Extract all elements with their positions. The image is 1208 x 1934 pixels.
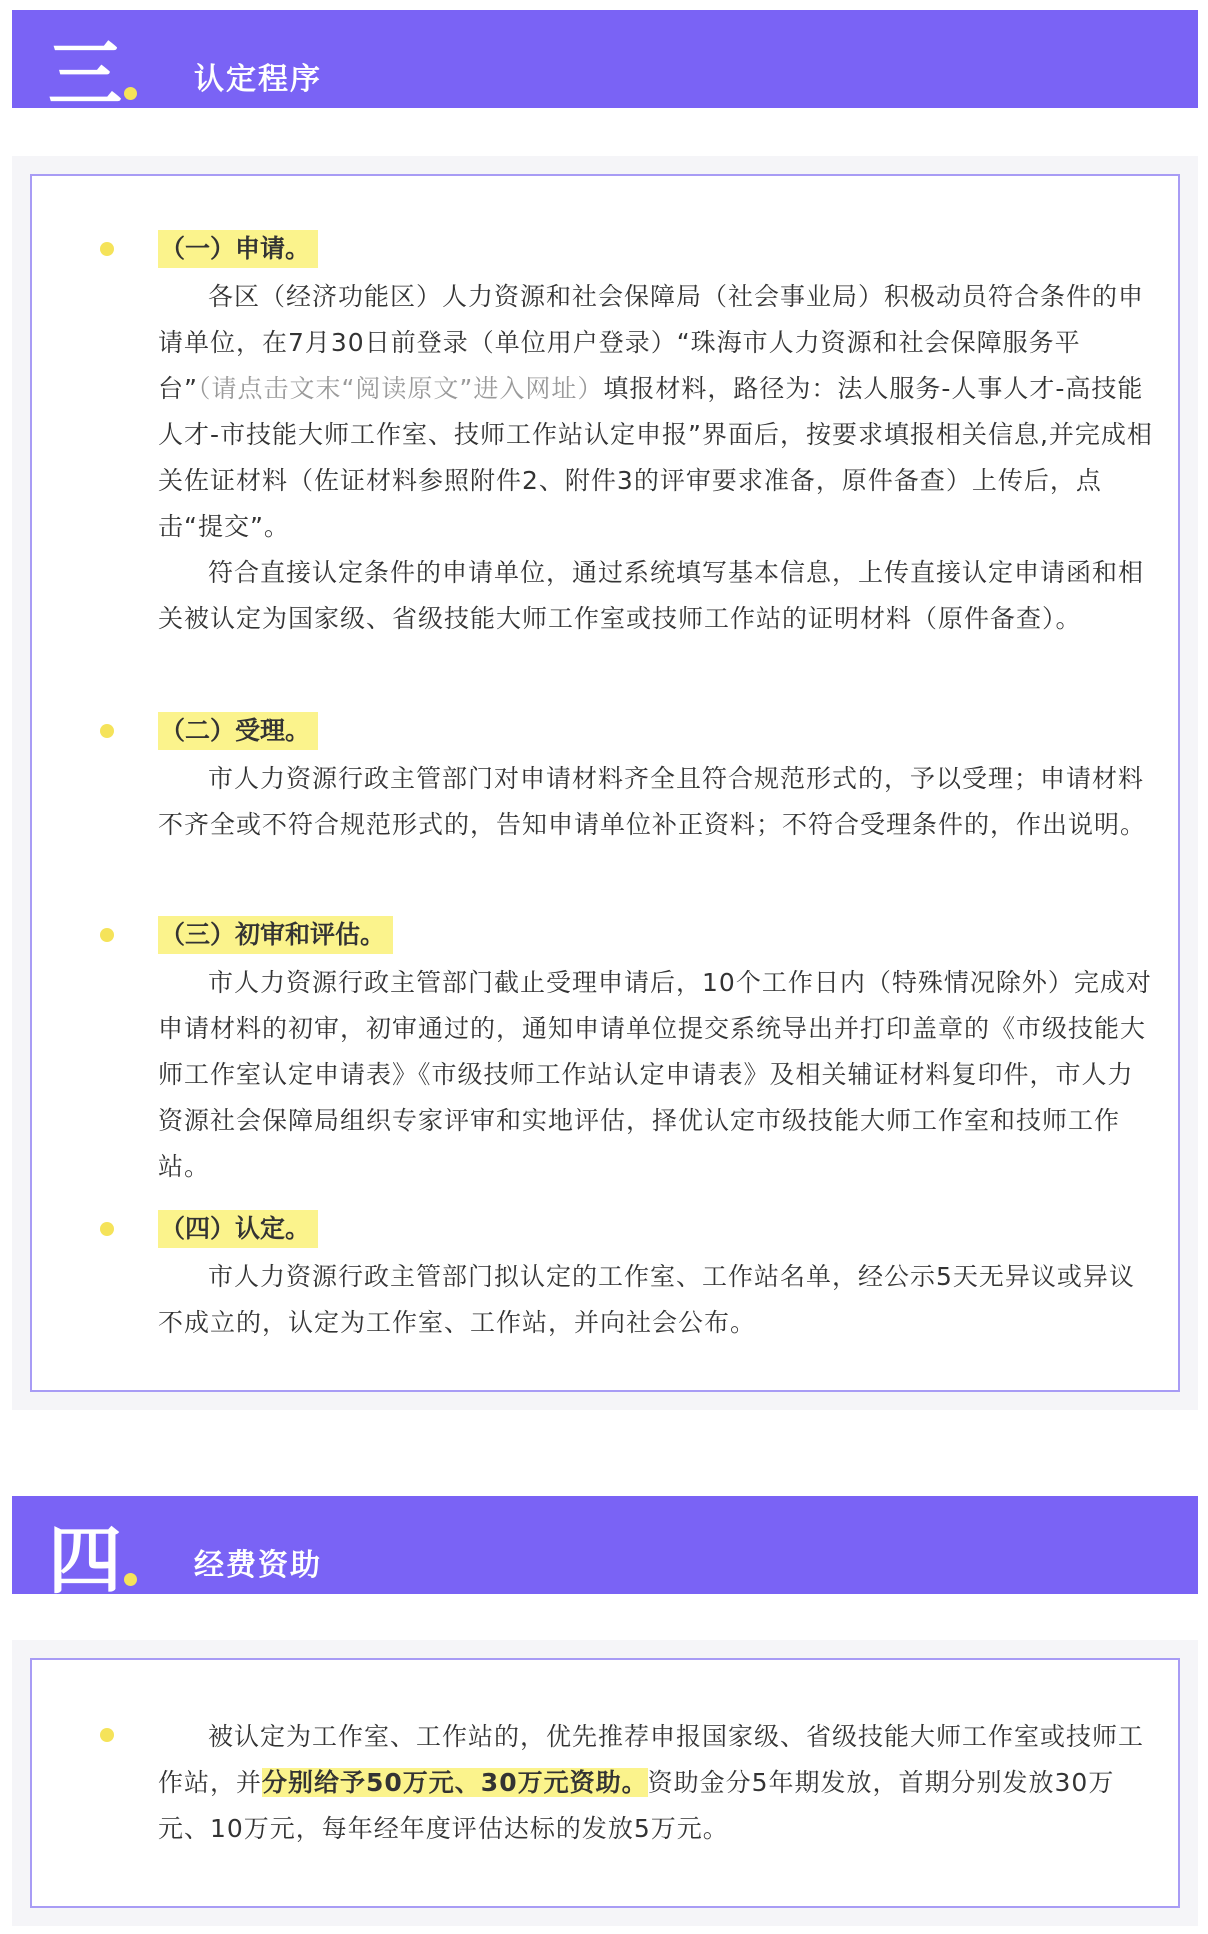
para-text: 填报材料，路径为：法人服务-人事人才-高技能人才-市技能大师工作室、技师工作站认定申报”界面后，按要求填报相关信息,并完成相关佐证材料（佐证材料参照附件2、附件3的评审要求准备，原件备查）上传后，点击“提交”。 (158, 374, 1153, 541)
item-heading: （二）受理。 (158, 712, 318, 750)
section-4-title: 经费资助 (194, 1548, 322, 1583)
section-3-number: 三 (48, 32, 122, 118)
item-heading: （四）认定。 (158, 1210, 318, 1248)
funding-paragraph (158, 1714, 1154, 1852)
item-paragraph (158, 274, 1154, 550)
bullet-icon (100, 1222, 114, 1236)
bullet-icon (100, 724, 114, 738)
bullet-icon (100, 242, 114, 256)
item-paragraph: 符合直接认定条件的申请单位，通过系统填写基本信息，上传直接认定申请函和相关被认定为国家级、省级技能大师工作室或技师工作站的证明材料（原件备查）。 (158, 558, 1145, 633)
section-3-content-box (30, 174, 1180, 1392)
bullet-icon (100, 928, 114, 942)
banner-dot-icon (124, 1573, 137, 1586)
item-paragraph: 市人力资源行政主管部门拟认定的工作室、工作站名单，经公示5天无异议或异议不成立的，认定为工作室、工作站，并向社会公布。 (158, 1262, 1135, 1337)
para-text: 各区（经济功能区）人力资源和社会保障局（社会事业局）积极动员符合条件的申请单位，在7月30日前登录（单位用户登录）“珠海市人力资源和社会保障服务平台” (158, 282, 1145, 403)
para-text: 资助金分5年期发放，首期分别发放30万元、10万元，每年经年度评估达标的发放5万元。 (158, 1768, 1115, 1843)
section-4-content-box (30, 1658, 1180, 1908)
section-3-banner (12, 10, 1198, 118)
item-heading: （三）初审和评估。 (158, 916, 393, 954)
section-4-panel (12, 1640, 1198, 1926)
item-paragraph: 市人力资源行政主管部门对申请材料齐全且符合规范形式的，予以受理；申请材料不齐全或不符合规范形式的，告知申请单位补正资料；不符合受理条件的，作出说明。 (158, 764, 1147, 839)
section-4-banner (12, 1496, 1198, 1604)
para-text: 被认定为工作室、工作站的，优先推荐申报国家级、省级技能大师工作室或技师工作站，并 (158, 1722, 1145, 1797)
funding-highlight: 分别给予50万元、30万元资助。 (262, 1768, 648, 1797)
section-3-panel (12, 156, 1198, 1410)
item-paragraph: 市人力资源行政主管部门截止受理申请后，10个工作日内（特殊情况除外）完成对申请材料的初审，初审通过的，通知申请单位提交系统导出并打印盖章的《市级技能大师工作室认定申请表》《市级技师工作站认定申请表》及相关辅证材料复印件，市人力资源社会保障局组织专家评审和实地评估，择优认定市级技能大师工作室和技师工作站。 (158, 968, 1152, 1181)
section-4-number: 四 (48, 1518, 122, 1604)
section-3-title: 认定程序 (194, 62, 322, 97)
read-original-hint: （请点击文末“阅读原文”进入网址） (197, 374, 604, 403)
item-heading: （一）申请。 (158, 230, 318, 268)
banner-dot-icon (124, 87, 137, 100)
bullet-icon (100, 1728, 114, 1742)
